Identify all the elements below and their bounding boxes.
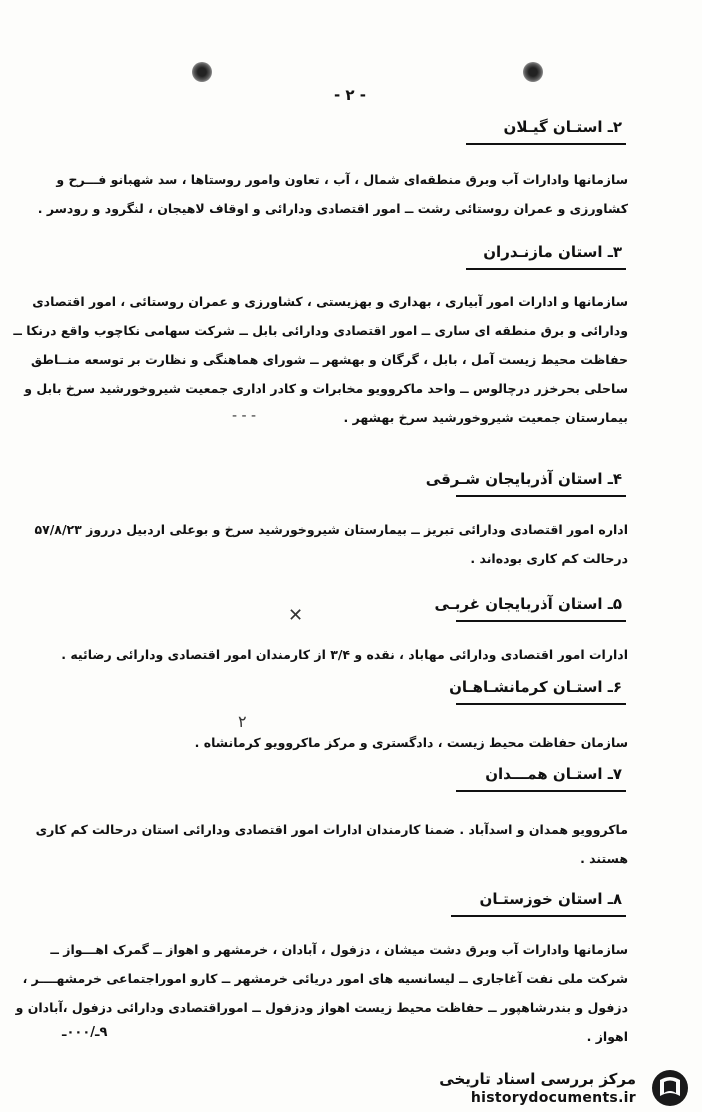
- section-heading-khuzestan: ۸ـ استان خوزستـان: [480, 890, 622, 912]
- text-line: حفاظت محیط زیست آمل ، بابل ، گرگان و بهشهر ــ شورای هماهنگی و نظارت بر توسعه منــاطق: [31, 352, 628, 367]
- section-body-kermanshahan: [68, 728, 628, 757]
- text-line: بیمارستان جمعیت شیروخورشید سرخ بهشهر .: [343, 410, 628, 425]
- text-line: ادارات امور اقتصادی ودارائی مهاباد ، نقده و ۳/۴ از کارمندان امور اقتصادی ودارائی رضائیه .: [61, 647, 628, 662]
- section-heading-hamedan: ۷ـ استـان همـــدان: [485, 765, 622, 787]
- text-line: ماکروویو همدان و اسدآباد . ضمنا کارمندان ادارات امور اقتصادی ودارائی استان درحالت کم کاری: [35, 822, 628, 837]
- text-line: اداره امور اقتصادی ودارائی تبریز ــ بیمارستان شیروخورشید سرخ و بوعلی اردبیل درروز ۵۷/۸/۲۳: [34, 522, 628, 537]
- section-body-hamedan: [35, 815, 628, 873]
- text-line: اهواز .: [586, 1029, 628, 1044]
- section-body-east-azerbaijan: [34, 515, 628, 573]
- section-body-gilan: [37, 165, 628, 223]
- text-line: دزفول و بندرشاهپور ــ حفاظت محیط زیست اهواز ودزفول ــ اموراقتصادی ودارائی دزفول ،آبادان و: [15, 1000, 628, 1015]
- footer-code: ۹ـ/۰۰۰ـ: [62, 1025, 108, 1040]
- page-number: - ۲ -: [333, 86, 367, 104]
- watermark-logo: [412, 1068, 702, 1112]
- text-line: ودارائی و برق منطقه ای ساری ــ امور اقتصادی ودارائی بابل ــ شرکت سهامی نکاچوب واقع درنکا ــ: [13, 323, 628, 338]
- text-line: سازمانها وادارات آب وبرق دشت میشان ، دزفول ، آبادان ، خرمشهر و اهواز ــ گمرک اهـــواز ــ: [50, 942, 628, 957]
- text-line: ساحلی بحرخزر درچالوس ــ واحد ماکروویو مخابرات و کادر اداری جمعیت شیروخورشید سرخ بابل و: [24, 381, 628, 396]
- section-heading-mazandaran: ۳ـ استان مازنـدران: [483, 243, 622, 265]
- pen-mark: ✕: [288, 605, 304, 626]
- handwritten-mark: ۲: [238, 712, 247, 731]
- watermark-url: historydocuments.ir: [470, 1090, 636, 1106]
- text-line: هستند .: [580, 851, 628, 866]
- section-heading-west-azerbaijan: ۵ـ استان آذربایجان غربـی: [434, 595, 622, 617]
- watermark-title: مرکز بررسی اسناد تاریخی: [439, 1070, 636, 1088]
- section-heading-kermanshahan: ۶ـ استـان کرمانشـاهـان: [449, 678, 622, 700]
- pen-mark: ‑ ‑ ‑: [232, 408, 257, 424]
- section-body-west-azerbaijan: [61, 640, 628, 669]
- punch-hole-left: [192, 62, 212, 82]
- text-line: کشاورزی و عمران روستائی رشت ــ امور اقتصادی ودارائی و اوقاف لاهیجان ، لنگرود و رودسر .: [37, 201, 628, 216]
- archive-logo-icon: [650, 1068, 690, 1108]
- punch-hole-right: [523, 62, 543, 82]
- text-line: سازمان حفاظت محیط زیست ، دادگستری و مرکز ماکروویو کرمانشاه .: [194, 735, 628, 750]
- section-body-khuzestan: [15, 935, 628, 1051]
- text-line: شرکت ملی نفت آغاجاری ــ لیسانسیه های امور دریائی خرمشهر ــ کارو اموراجتماعی خرمشهــــر ،: [22, 971, 628, 986]
- section-heading-east-azerbaijan: ۴ـ استان آذربایجان شـرقی: [426, 470, 622, 492]
- text-line: سازمانها وادارات آب وبرق منطقه‌ای شمال ، آب ، تعاون وامور روستاها ، سد شهبانو فـــرح و: [56, 172, 628, 187]
- section-heading-gilan: ۲ـ استـان گیـلان: [504, 118, 622, 140]
- text-line: درحالت کم کاری بوده‌اند .: [470, 551, 628, 566]
- text-line: سازمانها و ادارات امور آبیاری ، بهداری و بهزیستی ، کشاورزی و عمران روستائی ، امور اقتصادی: [32, 294, 628, 309]
- section-body-mazandaran: [13, 287, 628, 432]
